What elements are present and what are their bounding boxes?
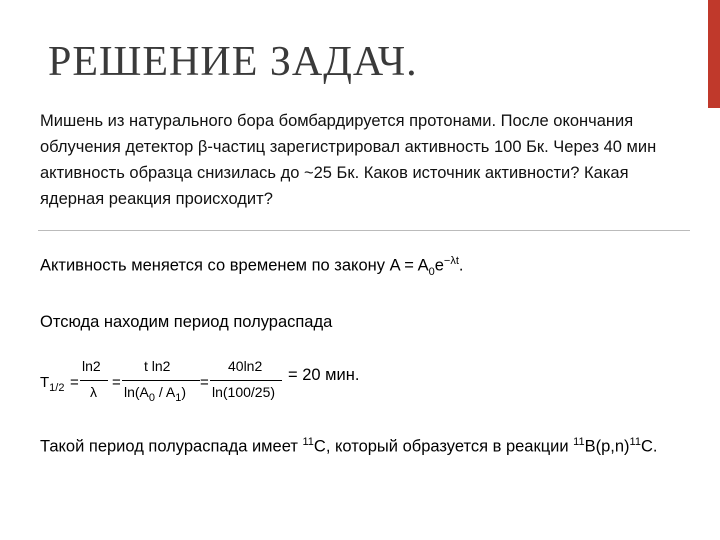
fraction1-numerator: ln2 [82, 358, 101, 374]
law-end: . [458, 256, 464, 275]
half-life-intro: Отсюда находим период полураспада [40, 313, 333, 331]
formula-lhs-sub: 1/2 [49, 382, 65, 394]
formula-lhs [40, 374, 64, 394]
problem-block [40, 108, 690, 212]
activity-law-line [40, 255, 463, 278]
fraction3-bar [210, 380, 282, 381]
fraction2-denominator [124, 384, 186, 404]
b-reaction: B(p,n) [584, 437, 630, 456]
fraction1-denominator: λ [90, 384, 97, 400]
divider [38, 230, 690, 231]
formula-lhs-t: T [40, 374, 50, 391]
f2-den-post: ) [181, 384, 187, 400]
activity-law-text: Активность меняется со временем по закону A = A [40, 256, 429, 275]
b-mass-number: 11 [573, 436, 585, 448]
slide-title: РЕШЕНИЕ ЗАДАЧ. [48, 39, 418, 85]
conclusion-line [40, 436, 657, 457]
fraction3-numerator: 40ln2 [228, 358, 263, 374]
law-sub: 0 [428, 265, 435, 278]
f2-den-sub0: 0 [148, 391, 156, 404]
formula-eq-1: = [70, 374, 79, 391]
formula-eq-3: = [200, 374, 209, 391]
accent-bar [708, 0, 720, 108]
fraction1-bar [80, 380, 108, 381]
conclusion-pre: Такой период полураспада имеет [40, 437, 303, 456]
fraction3-denominator: ln(100/25) [212, 384, 276, 400]
c2-element: C. [640, 437, 658, 456]
half-life-formula [40, 356, 460, 412]
formula-result: = 20 мин. [288, 366, 360, 384]
law-e: e [434, 256, 444, 275]
c-mass-number: 11 [302, 436, 314, 448]
f2-den-pre: ln(A [124, 384, 149, 400]
law-sup: −λt [443, 255, 459, 267]
c2-mass-number: 11 [629, 436, 641, 448]
formula-eq-2: = [112, 374, 121, 391]
f2-den-mid: / A [155, 384, 176, 400]
f2-den-sub1: 1 [175, 391, 182, 404]
c-element-text: C, который образуется в реакции [313, 437, 574, 456]
fraction2-bar [122, 380, 200, 381]
fraction2-numerator: t ln2 [144, 358, 171, 374]
problem-text: Мишень из натурального бора бомбардируется протонами. После окончания облучения детектор β-частиц зарегистрировал активность 100 Бк. Через 40 мин активность образца снизилась до ~25 Бк. Каков источник активности? Какая ядерная реакция происходит? [40, 112, 657, 208]
